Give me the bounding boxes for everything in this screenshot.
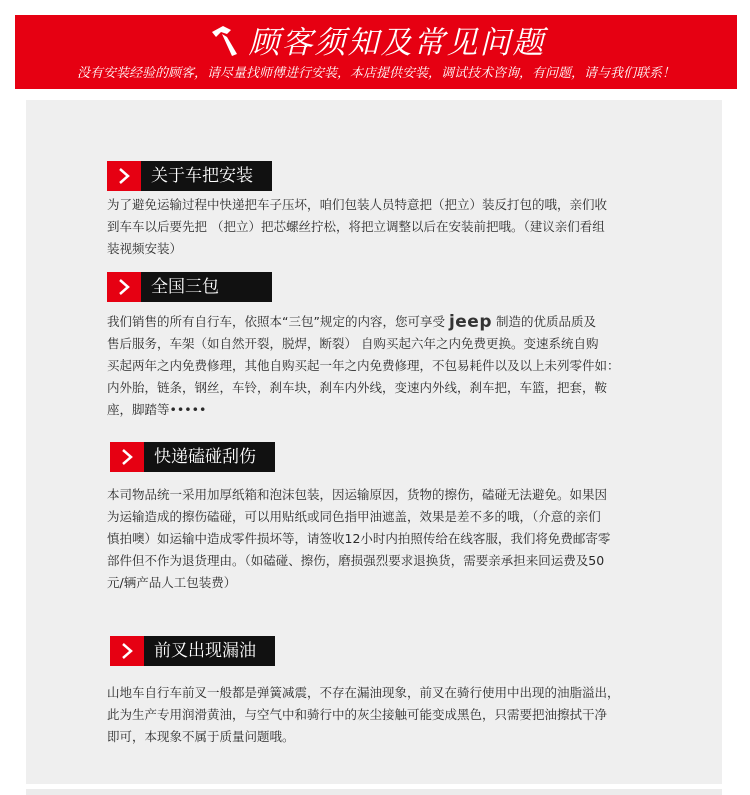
text-line: 买起两年之内免费修理，其他自购买起一年之内免费修理，不包易耗件以及以上未列零件如： — [107, 358, 620, 373]
text-line: 售后服务，车架（如自然开裂，脱焊，断裂） 自购买起六年之内免费更换。变速系统自购 — [107, 336, 599, 351]
hammer-icon — [207, 22, 243, 58]
text-line: 元/辆产品人工包装费） — [107, 575, 237, 590]
text-fragment: 我们销售的所有自行车，依照本“三包”规定的内容，您可享受 — [107, 314, 445, 329]
section-marker — [107, 272, 141, 302]
jeep-logo: jeep — [448, 312, 492, 332]
text-line: 山地车自行车前叉一般都是弹簧减震，不存在漏油现象，前叉在骑行使用中出现的油脂溢出， — [107, 685, 620, 700]
page-title — [15, 21, 737, 65]
section-heading-handlebar — [107, 161, 272, 191]
text-line: 为运输造成的擦伤磕碰，可以用贴纸或同色指甲油遮盖，效果是差不多的哦，（介意的亲们 — [107, 509, 601, 524]
section-body-shipping-damage — [107, 484, 610, 594]
text-line: 装视频安装） — [107, 241, 183, 256]
section-heading-label: 关于车把安装 — [151, 166, 253, 186]
chevron-right-icon — [118, 168, 130, 184]
header-banner — [15, 15, 737, 89]
section-marker — [107, 161, 141, 191]
text-line: 到车车以后要先把 （把立）把芯螺丝拧松，将把立调整以后在安装前把哦。（建议亲们看组 — [107, 219, 605, 234]
text-line: 此为生产专用润滑黄油，与空气中和骑行中的灰尘接触可能变成黑色，只需要把油擦拭干净 — [107, 707, 608, 722]
page-subtitle: 没有安装经验的顾客，请尽量找师傅进行安装，本店提供安装，调试技术咨询，有问题，请与我们联系！ — [76, 66, 675, 81]
text-line: 本司物品统一采用加厚纸箱和泡沫包装，因运输原因，货物的擦伤，磕碰无法避免。如果因 — [107, 487, 608, 502]
chevron-right-icon — [121, 449, 133, 465]
section-heading-label: 快递磕碰刮伤 — [154, 447, 256, 467]
section-heading-label: 全国三包 — [151, 277, 219, 297]
section-body-fork-oil — [107, 682, 620, 748]
section-heading-label: 前叉出现漏油 — [154, 641, 256, 661]
text-line: 内外胎，链条，钢丝，车铃，刹车块，刹车内外线，变速内外线，刹车把，车篮，把套，鞍 — [107, 380, 608, 395]
text-line: 慎拍噢）如运输中造成零件损坏等，请签收12小时内拍照传给在线客服，我们将免费邮寄零 — [107, 531, 611, 546]
text-line: 部件但不作为退货理由。（如磕碰、擦伤，磨损强烈要求退换货，需要亲承担来回运费及50 — [107, 553, 605, 568]
chevron-right-icon — [121, 643, 133, 659]
section-heading-fork-oil — [110, 636, 275, 666]
bottom-divider — [26, 789, 722, 795]
section-marker — [110, 636, 144, 666]
page-title-text: 顾客须知及常见问题 — [248, 25, 546, 61]
text-line: 即可，本现象不属于质量问题哦。 — [107, 729, 295, 744]
section-marker — [110, 442, 144, 472]
text-line: 为了避免运输过程中快递把车子压坏，咱们包装人员特意把（把立）装反打包的哦，亲们收 — [107, 197, 608, 212]
text-line — [107, 311, 620, 333]
text-fragment: 制造的优质品质及 — [495, 314, 596, 329]
chevron-right-icon — [118, 279, 130, 295]
section-body-handlebar — [107, 194, 607, 260]
section-heading-warranty — [107, 272, 272, 302]
text-line: 座，脚踏等••••• — [107, 402, 207, 417]
section-body-warranty — [107, 311, 620, 421]
section-heading-shipping-damage — [110, 442, 275, 472]
